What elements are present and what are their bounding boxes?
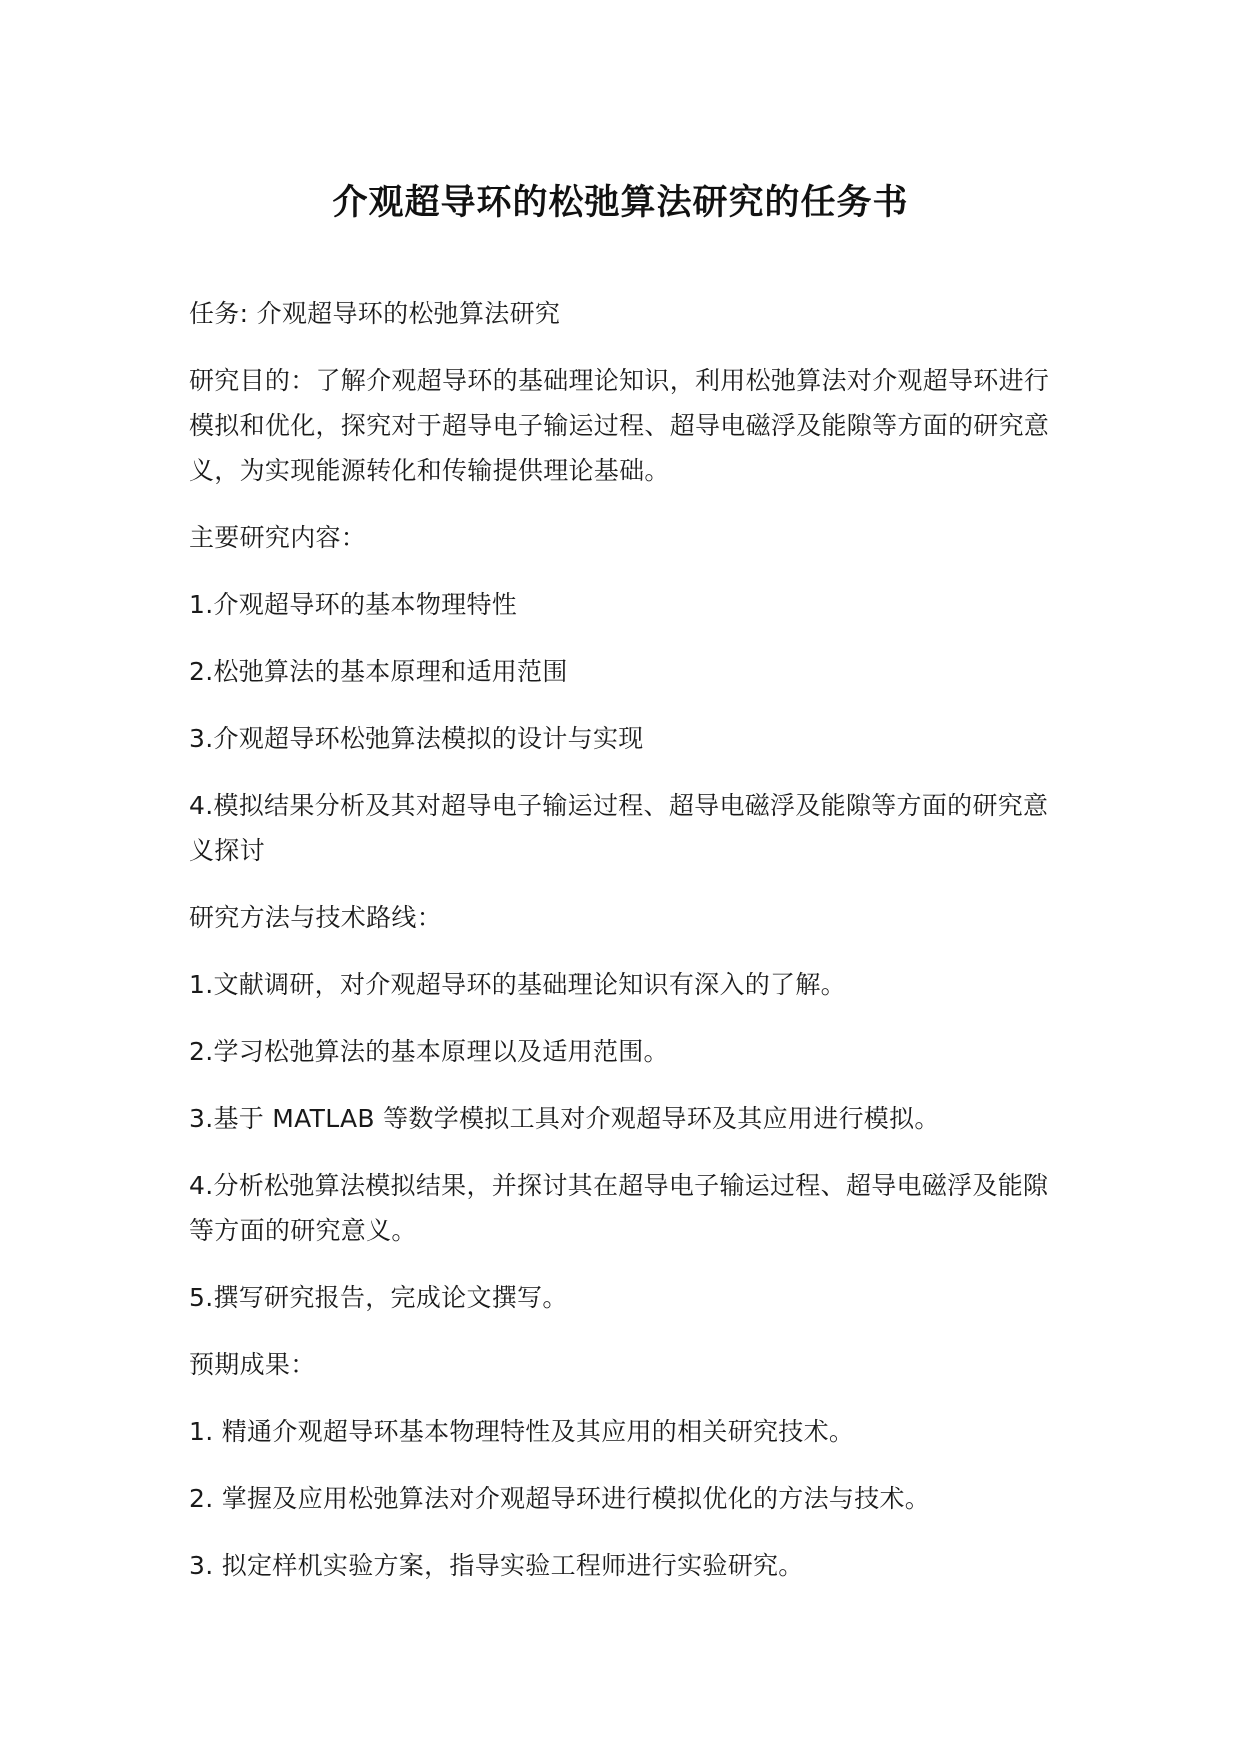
method-item-3: 3.基于 MATLAB 等数学模拟工具对介观超导环及其应用进行模拟。: [189, 1104, 940, 1133]
method-item-2: 2.学习松弛算法的基本原理以及适用范围。: [189, 1037, 669, 1066]
result-item-3: 3. 拟定样机实验方案，指导实验工程师进行实验研究。: [189, 1551, 804, 1580]
document-body: [189, 291, 1069, 1610]
method-heading: 研究方法与技术路线：: [189, 903, 443, 932]
expected-results-heading: 预期成果：: [189, 1350, 316, 1379]
content-item-1: 1.介观超导环的基本物理特性: [189, 590, 518, 619]
method-item-5: 5.撰写研究报告，完成论文撰写。: [189, 1283, 568, 1312]
research-purpose-paragraph: 研究目的：了解介观超导环的基础理论知识，利用松弛算法对介观超导环进行模拟和优化，探究对于超导电子输运过程、超导电磁浮及能隙等方面的研究意义，为实现能源转化和传输提供理论基础。: [189, 366, 1050, 485]
main-content-heading: 主要研究内容：: [189, 523, 367, 552]
result-item-2: 2. 掌握及应用松弛算法对介观超导环进行模拟优化的方法与技术。: [189, 1484, 931, 1513]
content-item-2: 2.松弛算法的基本原理和适用范围: [189, 657, 568, 686]
method-item-1: 1.文献调研，对介观超导环的基础理论知识有深入的了解。: [189, 970, 846, 999]
result-item-1: 1. 精通介观超导环基本物理特性及其应用的相关研究技术。: [189, 1417, 855, 1446]
content-item-4: 4.模拟结果分析及其对超导电子输运过程、超导电磁浮及能隙等方面的研究意义探讨: [189, 791, 1049, 865]
task-line: 任务: 介观超导环的松弛算法研究: [189, 299, 561, 328]
content-item-3: 3.介观超导环松弛算法模拟的设计与实现: [189, 724, 644, 753]
method-item-4: 4.分析松弛算法模拟结果，并探讨其在超导电子输运过程、超导电磁浮及能隙等方面的研究意义。: [189, 1171, 1049, 1245]
document-title: 介观超导环的松弛算法研究的任务书: [332, 183, 909, 223]
